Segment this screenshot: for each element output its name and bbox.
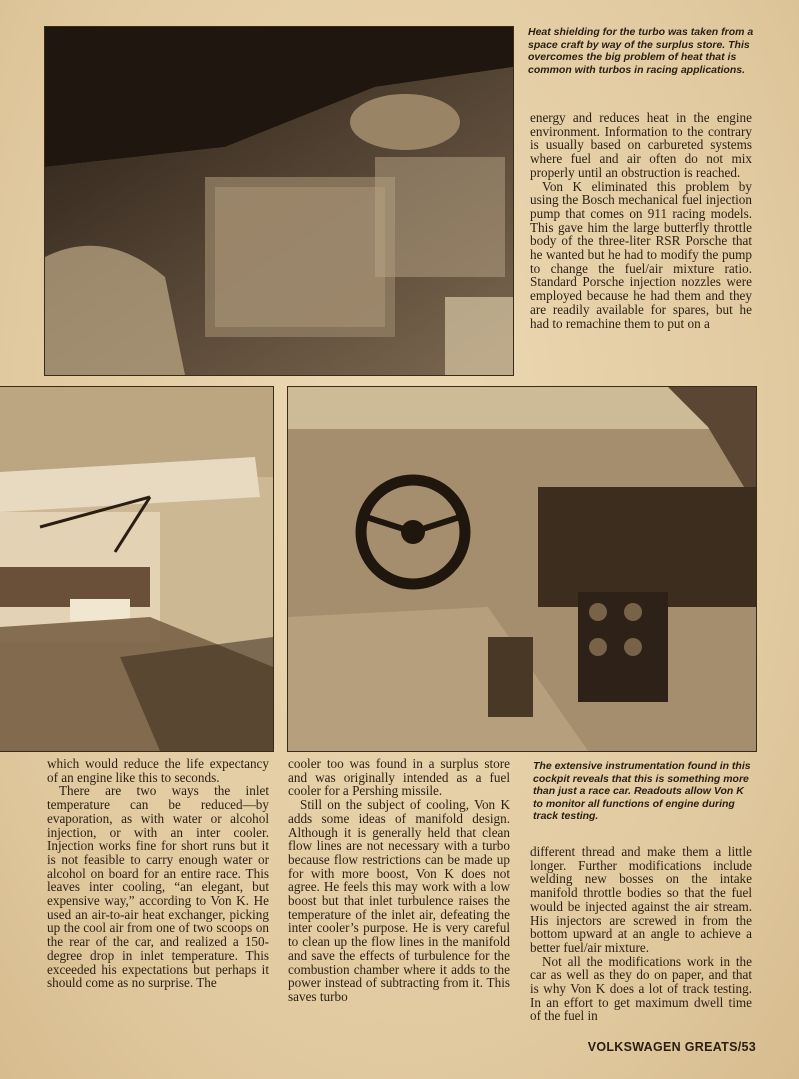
article-paragraph: Von K eliminated this problem by using the Bosch mechanical fuel injection pump that comes on 911 racing models. This gave him the large butterfly throttle body of the three-liter RSR Porsche that he wanted but he had to modify the pump to change the fuel/air mixture ratio. Standard Porsche injection nozzles were employed because he had them and they are readily available for spares, but he had to remachine them to put on a: [530, 178, 752, 331]
article-paragraph: There are two ways the inlet temperature can be reduced—by evaporation, as with water or alcohol injection, or with an inter cooler. Injection works fine for short runs but it is not feasible to carry enough water or alcohol on board for an entire race. This leaves inter cooling, “an elegant, but expensive way,” according to Von K. He used an air-to-air heat exchanger, picking up the cool air from one of two scoops on the rear of the car, and realized a 150-degree drop in inlet temperature. This exceeded his expectations but perhaps it should come as no surprise. The: [47, 783, 269, 991]
cockpit-image: [288, 387, 756, 751]
article-paragraph: Not all the modifications work in the car as well as they do on paper, and that is why Von K does a lot of track testing. In an effort to get maximum dwell time of the fuel in: [530, 953, 752, 1024]
article-paragraph: cooler too was found in a surplus store and was originally intended as a fuel cooler for a Pershing missile.: [288, 756, 510, 799]
article-paragraph: different thread and make them a little longer. Further modifications include welding new bosses on the intake manifold throttle bodies so that the fuel would be injected against the air stream. His injectors are screwed in from the bottom upward at an angle to achieve a better fuel/air mixture.: [530, 844, 752, 955]
rear-wing-image: [0, 387, 273, 751]
page-folio: VOLKSWAGEN GREATS/53: [587, 1040, 756, 1054]
article-paragraph: which would reduce the life expectancy of an engine like this to seconds.: [47, 756, 269, 785]
article-paragraph: energy and reduces heat in the engine environment. Information to the contrary is usually based on carbureted systems where fuel and air often do not mix properly until an obstruction is reached.: [530, 110, 752, 180]
rear-wing-photo: [0, 386, 274, 752]
engine-bay-photo: [44, 26, 514, 376]
cockpit-photo-caption: The extensive instrumentation found in this cockpit reveals that this is something more than just a race car. Readouts allow Von K to monitor all functions of engine during track testing.: [533, 760, 751, 822]
engine-photo-caption: Heat shielding for the turbo was taken from a space craft by way of the surplus store. This overcomes the big problem of heat that is common with turbos in racing applications.: [528, 26, 754, 76]
article-paragraph: Still on the subject of cooling, Von K adds some ideas of manifold design. Although it is generally held that clean flow lines are not necessary with a turbo because flow restrictions can be made up for with more boost, Von K does not agree. He feels this may work with a low boost but that inlet turbulence raises the temperature of the inlet air, defeating the inter cooler’s purpose. He is very careful to clean up the flow lines in the manifold and save the effects of turbulence for the combustion chamber where it adds to the power instead of subtracting from it. This saves turbo: [288, 797, 510, 1004]
cockpit-photo: [287, 386, 757, 752]
article-column-right-top: [530, 111, 752, 330]
article-column-middle: [288, 757, 510, 1004]
article-column-left: [47, 757, 269, 990]
engine-bay-image: [45, 27, 513, 375]
article-column-right-bottom: [530, 845, 752, 1023]
